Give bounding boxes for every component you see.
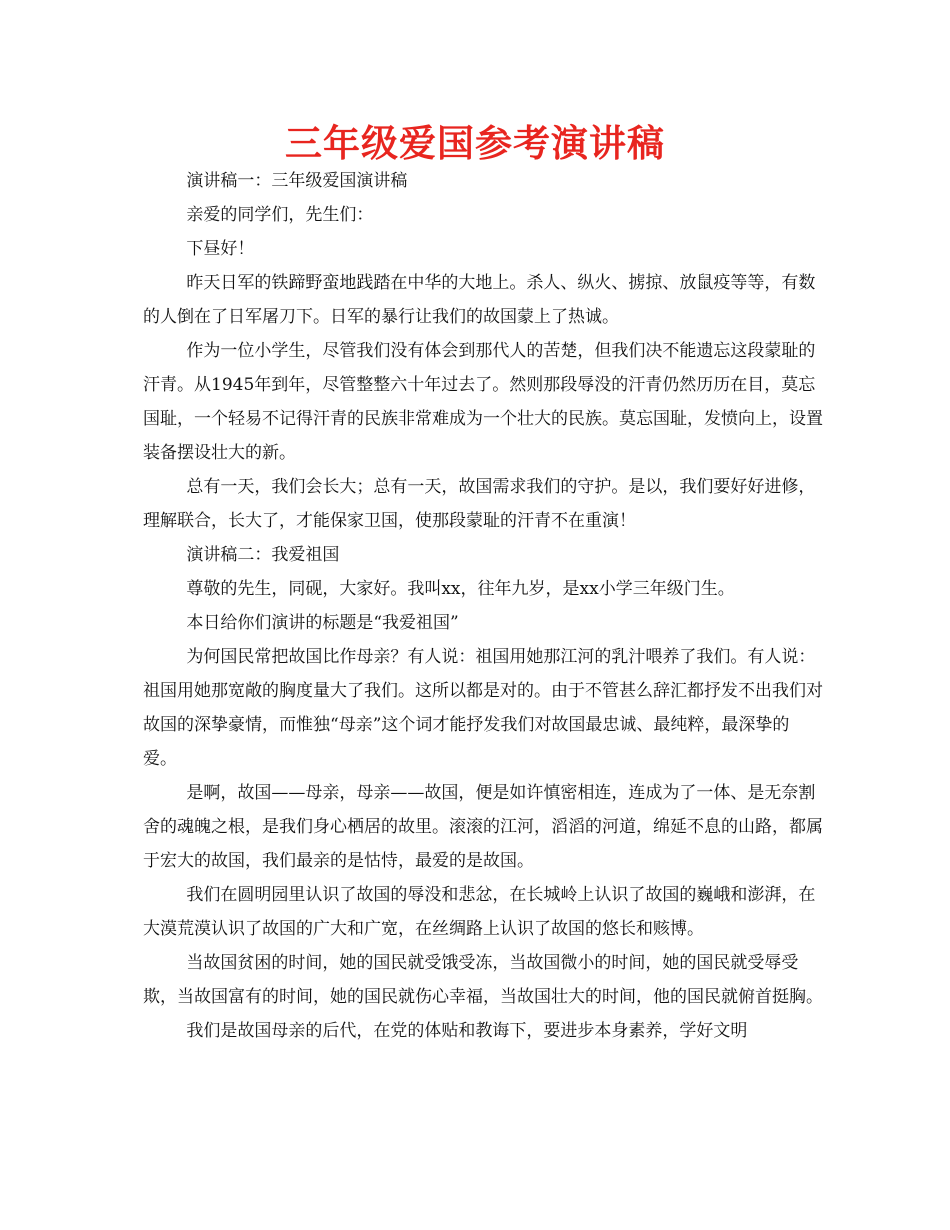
paragraph: 演讲稿二：我爱祖国: [186, 545, 340, 565]
paragraph: 亲爱的同学们，先生们：: [186, 205, 374, 225]
paragraph: 尊敬的先生，同砚，大家好。我叫xx，往年九岁，是xx小学三年级门生。: [186, 579, 735, 599]
document-title: 三年级爱国参考演讲稿: [285, 122, 665, 165]
paragraph: 当故国贫困的时间，她的国民就受饿受冻，当故国微小的时间，她的国民就受辱受欺，当故国富有的时间，她的国民就伤心幸福，当故国壮大的时间，他的国民就俯首挺胸。: [143, 953, 823, 1007]
paragraph: 我们在圆明园里认识了故国的辱没和悲忿，在长城岭上认识了故国的巍峨和澎湃，在大漠荒漠认识了故国的广大和广宽，在丝绸路上认识了故国的悠长和赅博。: [143, 885, 816, 939]
paragraph: 下昼好！: [186, 239, 255, 259]
paragraph: 我们是故国母亲的后代，在党的体贴和教诲下，要进步本身素养，学好文明: [186, 1021, 748, 1041]
paragraph: 是啊，故国——母亲，母亲——故国，便是如许慎密相连，连成为了一体、是无奈割舍的魂魄之根，是我们身心栖居的故里。滚滚的江河，滔滔的河道，绵延不息的山路，都属于宏大的故国，我们最亲的是怙恃，最爱的是故国。: [143, 783, 823, 871]
paragraph: 昨天日军的铁蹄野蛮地践踏在中华的大地上。杀人、纵火、掳掠、放鼠疫等等，有数的人倒在了日军屠刀下。日军的暴行让我们的故国蒙上了热诚。: [143, 273, 816, 327]
paragraph: 作为一位小学生，尽管我们没有体会到那代人的苦楚，但我们决不能遗忘这段蒙耻的汗青。从1945年到年，尽管整整六十年过去了。然则那段辱没的汗青仍然历历在目，莫忘国耻，一个轻易不记得汗青的民族非常难成为一个壮大的民族。莫忘国耻，发愤向上，设置装备摆设壮大的新。: [143, 341, 823, 463]
paragraph: 总有一天，我们会长大；总有一天，故国需求我们的守护。是以，我们要好好进修，理解联合，长大了，才能保家卫国，使那段蒙耻的汗青不在重演！: [143, 477, 816, 531]
paragraph: 为何国民常把故国比作母亲？有人说：祖国用她那江河的乳汁喂养了我们。有人说：祖国用她那宽敞的胸度量大了我们。这所以都是对的。由于不管甚么辞汇都抒发不出我们对故国的深挚豪情，而惟独“母亲”这个词才能抒发我们对故国最忠诚、最纯粹，最深挚的爱。: [143, 647, 823, 769]
paragraph: 演讲稿一：三年级爱国演讲稿: [186, 171, 408, 191]
paragraph: 本日给你们演讲的标题是“我爱祖国”: [186, 613, 459, 633]
document-body: [143, 164, 823, 1048]
